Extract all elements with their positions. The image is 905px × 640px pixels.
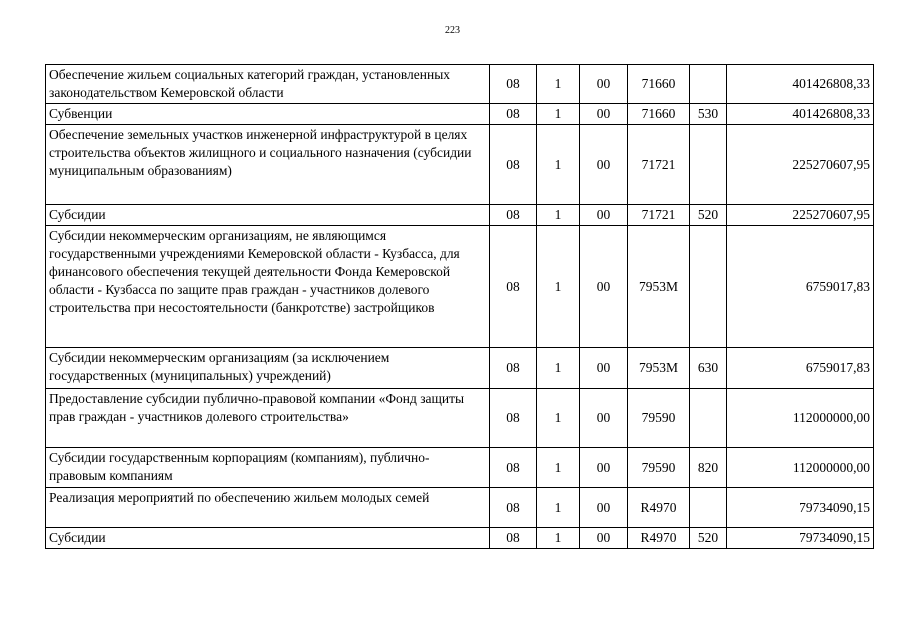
table-row: [46, 448, 874, 488]
table-row: [46, 65, 874, 104]
row-name: Субсидии: [46, 528, 490, 549]
section-code: 08: [490, 348, 537, 389]
program-code: 00: [580, 488, 628, 528]
subsection-code: 1: [537, 65, 580, 104]
row-name: Предоставление субсидии публично-правовой компании «Фонд защиты прав граждан - участников долевого строительства»: [46, 389, 490, 448]
table-row: [46, 205, 874, 226]
amount: 225270607,95: [727, 125, 874, 205]
subsection-code: 1: [537, 389, 580, 448]
amount: 6759017,83: [727, 226, 874, 348]
table-row: [46, 528, 874, 549]
table-row: [46, 348, 874, 389]
expense-type-code: [690, 488, 727, 528]
amount: 79734090,15: [727, 528, 874, 549]
target-code: 71721: [628, 205, 690, 226]
section-code: 08: [490, 205, 537, 226]
table-row: [46, 125, 874, 205]
row-name: Субсидии некоммерческим организациям (за исключением государственных (муниципальных) учреждений): [46, 348, 490, 389]
expense-type-code: [690, 226, 727, 348]
amount: 401426808,33: [727, 65, 874, 104]
program-code: 00: [580, 65, 628, 104]
row-name: Обеспечение жильем социальных категорий граждан, установленных законодательством Кемеровской области: [46, 65, 490, 104]
program-code: 00: [580, 205, 628, 226]
section-code: 08: [490, 448, 537, 488]
subsection-code: 1: [537, 348, 580, 389]
subsection-code: 1: [537, 104, 580, 125]
target-code: 71660: [628, 104, 690, 125]
program-code: 00: [580, 528, 628, 549]
table-row: [46, 488, 874, 528]
table-row: [46, 389, 874, 448]
budget-table: [45, 64, 874, 549]
expense-type-code: 630: [690, 348, 727, 389]
section-code: 08: [490, 226, 537, 348]
target-code: 71660: [628, 65, 690, 104]
target-code: R4970: [628, 528, 690, 549]
subsection-code: 1: [537, 205, 580, 226]
target-code: 7953М: [628, 226, 690, 348]
page-number: 223: [445, 25, 460, 36]
amount: 112000000,00: [727, 448, 874, 488]
section-code: 08: [490, 65, 537, 104]
expense-type-code: [690, 389, 727, 448]
program-code: 00: [580, 226, 628, 348]
amount: 401426808,33: [727, 104, 874, 125]
program-code: 00: [580, 125, 628, 205]
expense-type-code: 820: [690, 448, 727, 488]
subsection-code: 1: [537, 488, 580, 528]
expense-type-code: [690, 125, 727, 205]
expense-type-code: 530: [690, 104, 727, 125]
row-name: Субсидии государственным корпорациям (компаниям), публично-правовым компаниям: [46, 448, 490, 488]
target-code: 7953М: [628, 348, 690, 389]
section-code: 08: [490, 488, 537, 528]
program-code: 00: [580, 348, 628, 389]
expense-type-code: [690, 65, 727, 104]
section-code: 08: [490, 528, 537, 549]
target-code: 71721: [628, 125, 690, 205]
subsection-code: 1: [537, 448, 580, 488]
table-row: [46, 104, 874, 125]
amount: 112000000,00: [727, 389, 874, 448]
amount: 79734090,15: [727, 488, 874, 528]
program-code: 00: [580, 104, 628, 125]
row-name: Субсидии некоммерческим организациям, не являющимся государственными учреждениями Кемеровской области - Кузбасса, для финансового обеспечения текущей деятельности Фонда Кемеровской области - Кузбасса по защите прав граждан - участников долевого строительства при несостоятельности (банкротстве) застройщиков: [46, 226, 490, 348]
row-name: Субсидии: [46, 205, 490, 226]
program-code: 00: [580, 389, 628, 448]
section-code: 08: [490, 389, 537, 448]
subsection-code: 1: [537, 528, 580, 549]
expense-type-code: 520: [690, 528, 727, 549]
subsection-code: 1: [537, 226, 580, 348]
target-code: 79590: [628, 389, 690, 448]
row-name: Реализация мероприятий по обеспечению жильем молодых семей: [46, 488, 490, 528]
target-code: R4970: [628, 488, 690, 528]
section-code: 08: [490, 104, 537, 125]
row-name: Обеспечение земельных участков инженерной инфраструктурой в целях строительства объектов жилищного и социального назначения (субсидии муниципальным образованиям): [46, 125, 490, 205]
expense-type-code: 520: [690, 205, 727, 226]
target-code: 79590: [628, 448, 690, 488]
amount: 6759017,83: [727, 348, 874, 389]
row-name: Субвенции: [46, 104, 490, 125]
table-row: [46, 226, 874, 348]
program-code: 00: [580, 448, 628, 488]
subsection-code: 1: [537, 125, 580, 205]
section-code: 08: [490, 125, 537, 205]
amount: 225270607,95: [727, 205, 874, 226]
